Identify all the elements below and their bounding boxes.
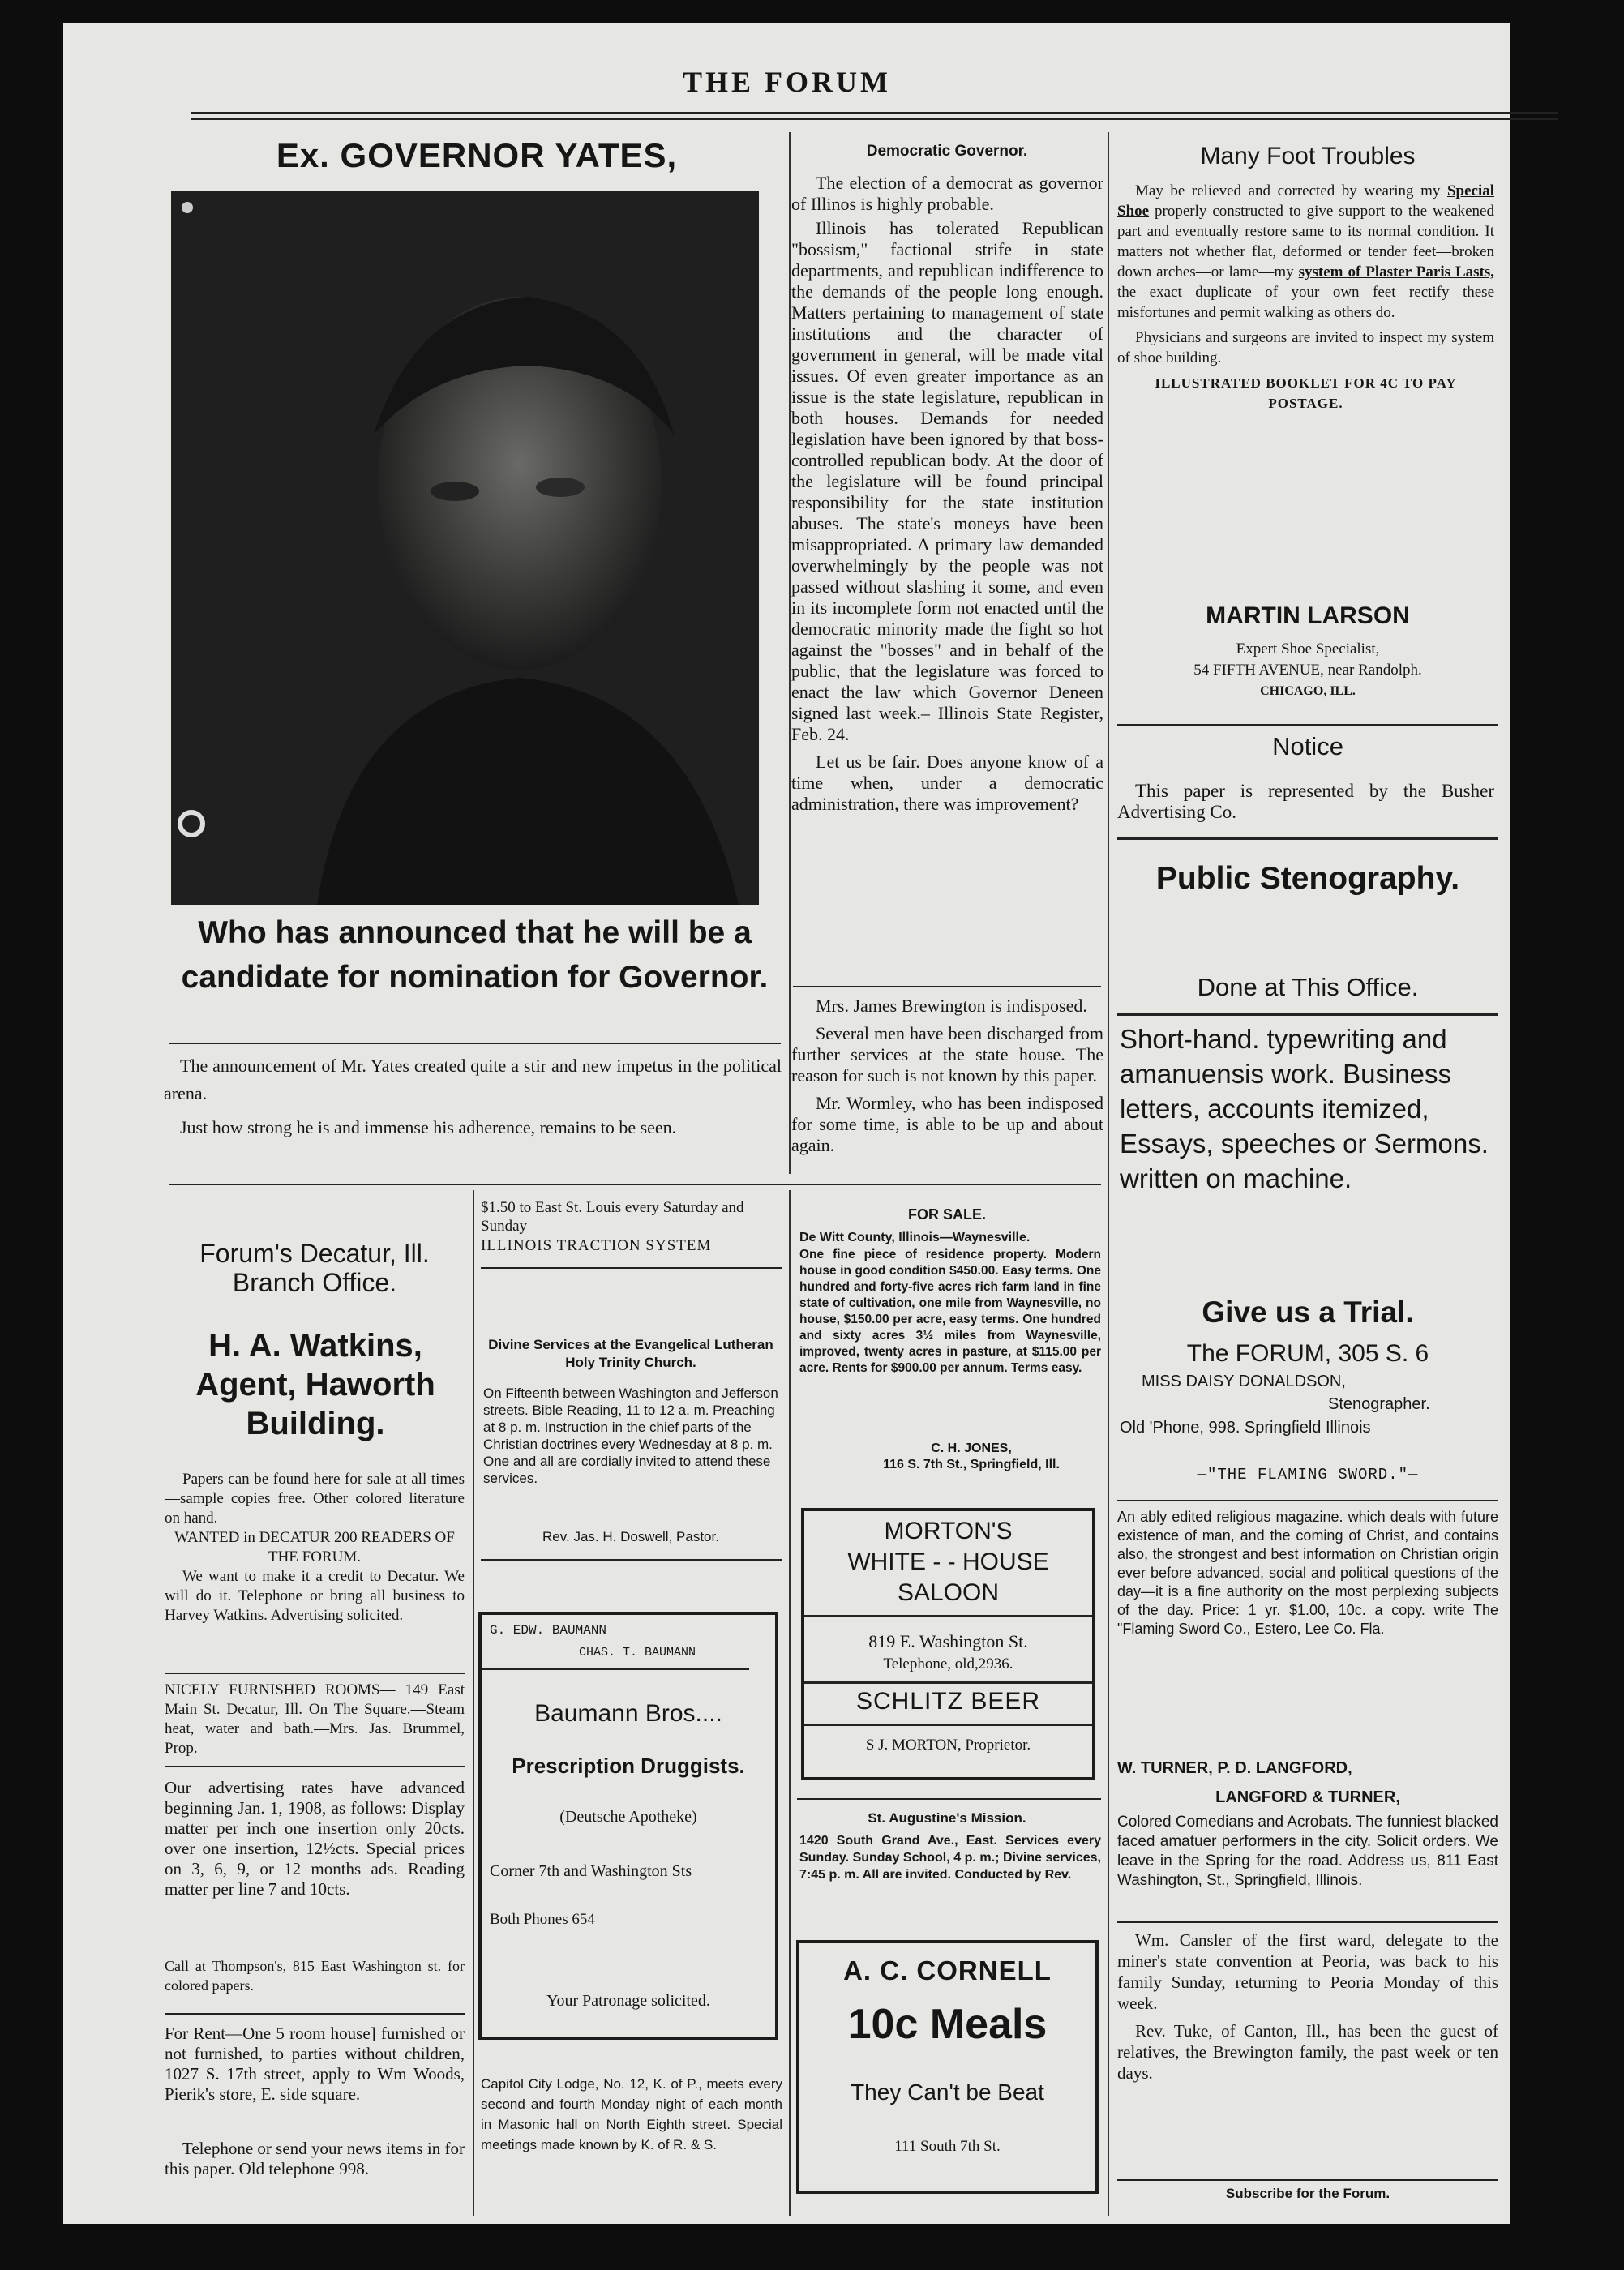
for-rent: For Rent—One 5 room house] furnished or not furnished, to parties without children, 1027 S. 17th street, apply to Wm Woods, Pierik's store, E. side square. — [165, 2024, 465, 2104]
furnished-rooms: NICELY FURNISHED ROOMS— 149 East Main St. Decatur, Ill. On The Square.—Steam heat, water and bath.—Mrs. Jas. Brummel, Prop. — [165, 1681, 465, 1757]
church-title: Divine Services at the Evangelical Lutheran Holy Trinity Church. — [488, 1337, 773, 1370]
decatur-notices — [165, 1470, 465, 1632]
foot-p3: ILLUSTRATED BOOKLET FOR 4C TO PAY POSTAGE. — [1155, 375, 1457, 411]
notice-title: Notice — [1272, 732, 1343, 760]
mission-rule — [797, 1798, 1101, 1800]
cansler-tuke-notes — [1117, 1930, 1498, 2090]
watkins-agent: H. A. Watkins, Agent, Haworth Building. — [195, 1328, 435, 1441]
steno-subtitle: Done at This Office. — [1197, 973, 1419, 1001]
foot-troubles-title: Many Foot Troubles — [1200, 143, 1416, 169]
steno-name: MISS DAISY DONALDSON, — [1142, 1373, 1346, 1390]
dem-p3: Let us be fair. Does anyone know of a time when, under a democratic administration, there was improvement? — [791, 752, 1103, 814]
portrait-image-icon — [171, 191, 759, 905]
democratic-governor-article — [791, 173, 1103, 821]
decatur-branch-title: Forum's Decatur, Ill. Branch Office. — [199, 1239, 430, 1297]
bottom-column-rule-1 — [473, 1190, 474, 2216]
subscribe-line: Subscribe for the Forum. — [1225, 2186, 1390, 2201]
foot-p1-c: properly constructed to give support to the weakened part and eventually restore same to its normal condition. It matters not whether flat, deformed or tender feet—broken down arches—or lame—my — [1117, 203, 1494, 281]
cornell-name: A. C. CORNELL — [843, 1955, 1052, 1985]
foot-p1-e: the exact duplicate of your own feet rectify these misfortunes and permit walking as others do. — [1117, 284, 1494, 321]
column-rule-2 — [1108, 132, 1109, 2216]
church-rule — [481, 1559, 782, 1561]
wanted-notice: WANTED in DECATUR 200 READERS OF THE FORUM. — [174, 1529, 455, 1565]
morton-beer: SCHLITZ BEER — [855, 1688, 1041, 1715]
for-sale-name: C. H. JONES, — [931, 1441, 1012, 1455]
steno-rule — [1117, 1013, 1498, 1016]
morton-address: 819 E. Washington St. — [868, 1631, 1028, 1651]
morton-line-2: WHITE - - HOUSE — [847, 1548, 1049, 1575]
thompson-notice: Call at Thompson's, 815 East Washington st. for colored papers. — [165, 1958, 465, 1994]
foot-p1-a: May be relieved and corrected by wearing my — [1135, 182, 1447, 199]
cornell-meals: 10c Meals — [847, 2001, 1048, 2048]
steno-title: Public Stenography. — [1155, 861, 1460, 896]
masthead-rule-bottom — [191, 118, 1558, 120]
steno-role: Stenographer. — [1328, 1395, 1430, 1413]
portrait-photo — [171, 191, 759, 905]
turner-firm: LANGFORD & TURNER, — [1215, 1788, 1400, 1806]
notice-body — [1117, 781, 1494, 829]
morton-rule-2 — [804, 1681, 1092, 1684]
note-brewington: Mrs. James Brewington is indisposed. — [816, 996, 1087, 1016]
foot-troubles-ad — [1117, 181, 1494, 420]
morton-proprietor: S J. MORTON, Proprietor. — [865, 1737, 1031, 1754]
papers-notice: Papers can be found here for sale at all times—sample copies free. Other colored literature on hand. — [165, 1471, 465, 1527]
church-pastor: Rev. Jas. H. Doswell, Pastor. — [542, 1529, 719, 1544]
flaming-sword-title: —"THE FLAMING SWORD."— — [1197, 1466, 1419, 1484]
mission-title: St. Augustine's Mission. — [868, 1810, 1026, 1826]
yates-p2: Just how strong he is and immense his adherence, remains to be seen. — [180, 1117, 677, 1137]
turner-names: W. TURNER, P. D. LANGFORD, — [1117, 1759, 1352, 1777]
headline-yates: Ex. GOVERNOR YATES, — [276, 136, 678, 174]
steno-phone: Old 'Phone, 998. Springfield Illinois — [1120, 1419, 1371, 1437]
larson-name: MARTIN LARSON — [1206, 602, 1410, 629]
newspaper-page — [63, 23, 1510, 2224]
morton-telephone: Telephone, old,2936. — [883, 1655, 1013, 1673]
for-sale-body: One fine piece of residence property. Modern house in good condition $450.00. Easy terms. One hundred and forty-five acres rich farm land in fine state of cultivation, one mile from Waynesville, no house, $150.00 per acre, easy terms. One hundred and sixty acres 3½ miles from Waynesville, improved, twenty acres in pasture, at $115.00 per acre. Rents for $900.00 per annum. Terms easy. — [799, 1248, 1101, 1375]
foot-p1-special-shoe: Special Shoe — [1117, 182, 1494, 220]
dem-p2: Illinois has tolerated Republican "bossism," factional strife in state departments, and republican indifference to the demands of the people long enough. Matters pertaining to management of state institutions and the character of government in general, will be made vital issues. Of even greater importance as an issue is the state legislature, republican in both houses. Demands for needed legislation have been ignored by that boss-controlled republican body. At the door of the legislature will be found principal responsibility for the state institution abuses. The state's moneys have been misappropriated. A primary law demanded overwhelmingly by the people was not passed without slashing it some, and even in its incomplete form not enacted until the democratic minority made the fight so hot against the "bosses" and in behalf of the public, that the legislature was forced to enact the law which Governor Deneen signed last week.– Illinois State Register, Feb. 24. — [791, 218, 1103, 744]
steno-trial: Give us a Trial. — [1202, 1296, 1414, 1329]
rent-rule — [165, 2013, 465, 2015]
morton-rule-1 — [804, 1615, 1092, 1617]
foot-p2: Physicians and surgeons are invited to inspect my system of shoe building. — [1117, 329, 1494, 366]
capitol-city-lodge: Capitol City Lodge, No. 12, K. of P., meets every second and fourth Monday night of each month in Masonic hall on North Eighth street. Special meetings made known by K. of R. & S. — [481, 2076, 782, 2152]
mission-body: 1420 South Grand Ave., East. Services every Sunday. Sunday School, 4 p. m.; Divine services, 7:45 p. m. All are invited. Conducted by Rev. — [799, 1834, 1101, 1882]
larson-role: Expert Shoe Specialist, — [1236, 640, 1380, 657]
note-discharged: Several men have been discharged from further services at the state house. The reason for such is not known by this paper. — [791, 1023, 1103, 1086]
traction-rule — [481, 1267, 782, 1269]
morton-line-1: MORTON'S — [884, 1518, 1013, 1544]
larson-city: CHICAGO, ILL. — [1260, 684, 1356, 698]
yates-article — [164, 1052, 782, 1148]
turner-rule — [1117, 1921, 1498, 1923]
cornell-address: 111 South 7th St. — [894, 2138, 1001, 2155]
baumann-druggists: Prescription Druggists. — [512, 1754, 745, 1778]
notice-rule — [1117, 837, 1498, 840]
turner-body: Colored Comedians and Acrobats. The funniest blacked faced amatuer performers in the city. Solicit orders. We leave in the Spring for the road. Address us, 811 East Washington, St., Springfield, Illinois. — [1117, 1814, 1498, 1889]
steno-address: The FORUM, 305 S. 6 — [1186, 1340, 1429, 1367]
advertising-rates: Our advertising rates have advanced beginning Jan. 1, 1908, as follows: Display matter per inch one insertion only 20cts. over one insertion, 12½cts. Special prices on 3, 6, 9, or 12 months ads. Reading matter per line 7 and 10cts. — [165, 1778, 465, 1899]
for-sale-location: De Witt County, Illinois—Waynesville. — [799, 1231, 1031, 1244]
local-notes — [791, 996, 1103, 1163]
subscribe-rule — [1117, 2179, 1498, 2181]
sword-rule — [1117, 1500, 1498, 1501]
baumann-ad-box — [478, 1612, 778, 2040]
church-body: On Fifteenth between Washington and Jefferson streets. Bible Reading, 11 to 12 a. m. Preaching at 8 p. m. Instruction in the chief parts of the Christian doctrines every Wednesday at 8 p. m. One and all are cordially invited to attend these services. — [483, 1386, 778, 1486]
section-rule — [169, 1184, 1101, 1185]
rates-rule — [165, 1766, 465, 1767]
cornell-beat: They Can't be Beat — [851, 2079, 1044, 2105]
masthead: THE FORUM — [683, 66, 891, 98]
yates-p1: The announcement of Mr. Yates created quite a stir and new impetus in the political arena. — [164, 1056, 782, 1103]
photo-caption: Who has announced that he will be a candidate for nomination for Governor. — [181, 915, 769, 995]
for-sale-address: 116 S. 7th St., Springfield, Ill. — [883, 1458, 1060, 1471]
baumann-phones: Both Phones 654 — [490, 1911, 595, 1928]
larson-address: 54 FIFTH AVENUE, near Randolph. — [1193, 662, 1422, 679]
credit-notice: We want to make it a credit to Decatur. We will do it. Telephone or bring all business to Harvey Watkins. Advertising solicited. — [165, 1568, 465, 1624]
baumann-patronage: Your Patronage solicited. — [546, 1992, 710, 2010]
morton-rule-3 — [804, 1724, 1092, 1726]
traction-line-2: ILLINOIS TRACTION SYSTEM — [481, 1237, 712, 1254]
morton-line-3: SALOON — [897, 1579, 1000, 1606]
foot-p1 — [1117, 181, 1494, 323]
baumann-name-1: G. EDW. BAUMANN — [490, 1623, 607, 1638]
caption-rule — [169, 1043, 781, 1044]
masthead-rule-top — [191, 112, 1558, 114]
notice-text: This paper is represented by the Busher Advertising Co. — [1117, 781, 1494, 822]
rooms-rule — [165, 1673, 465, 1674]
morton-ad-box — [801, 1508, 1095, 1780]
flaming-sword-body: An ably edited religious magazine. which deals with future existence of man, and the coming of Christ, and contains also, the strongest and best information on Christian origin ever before advanced, social and political questions of the day—it is a fine authority on the most perplexing subjects of the day. Price: 1 yr. $1.00, 10c. a copy. write The "Flaming Sword Co., Estero, Lee Co. Fla. — [1117, 1509, 1498, 1637]
baumann-bros: Baumann Bros.... — [534, 1700, 722, 1727]
dem-p1: The election of a democrat as governor of Illinos is highly probable. — [791, 173, 1103, 214]
column-rule-1 — [789, 132, 791, 1174]
traction-line-1: $1.50 to East St. Louis every Saturday and Sunday — [481, 1199, 744, 1235]
for-sale-title: FOR SALE. — [907, 1206, 986, 1223]
steno-body: Short-hand. typewriting and amanuensis work. Business letters, accounts itemized, Essays, speeches or Sermons. written on machine. — [1120, 1024, 1489, 1193]
note-wormley: Mr. Wormley, who has been indisposed for some time, is able to be up and about again. — [791, 1093, 1103, 1155]
note-cansler: Wm. Cansler of the first ward, delegate to the miner's state convention at Peoria, was back to his family Sunday, returning to Peoria Monday of this week. — [1117, 1930, 1498, 2013]
foot-p1-plaster-lasts: system of Plaster Paris Lasts, — [1298, 263, 1494, 281]
baumann-inner-rule — [482, 1668, 749, 1670]
larson-rule — [1117, 724, 1498, 726]
baumann-apotheke: (Deutsche Apotheke) — [559, 1808, 697, 1826]
cornell-ad-box — [796, 1940, 1099, 2194]
baumann-address: Corner 7th and Washington Sts — [490, 1862, 692, 1880]
note-tuke: Rev. Tuke, of Canton, Ill., has been the guest of relatives, the Brewington family, the past week or ten days. — [1117, 2021, 1498, 2083]
democratic-governor-title: Democratic Governor. — [866, 143, 1028, 160]
larson-info — [1113, 639, 1502, 702]
bottom-column-rule-2 — [789, 1190, 791, 2216]
dem-rule — [793, 986, 1101, 987]
telephone-news: Telephone or send your news items in for this paper. Old telephone 998. — [165, 2139, 465, 2178]
baumann-name-2: CHAS. T. BAUMANN — [579, 1646, 696, 1660]
